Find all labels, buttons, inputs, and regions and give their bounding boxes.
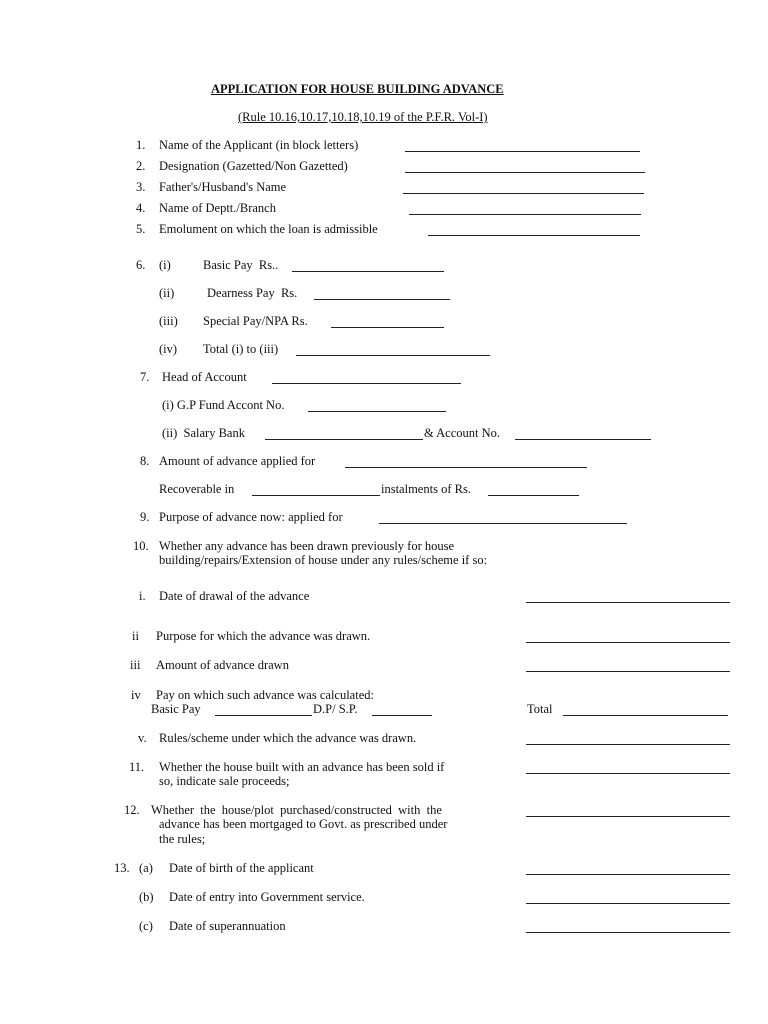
account-no-label: & Account No. (424, 426, 501, 440)
item-12-num: 12. (124, 803, 140, 817)
basic-pay-label: Basic Pay Rs.. (203, 258, 279, 272)
item-12-line1: Whether the house/plot purchased/constructed with the (151, 803, 442, 817)
head-of-account-field[interactable] (272, 383, 461, 384)
salary-bank-field[interactable] (265, 439, 423, 440)
item-1-num: 1. (136, 138, 146, 152)
item-10-line2: building/repairs/Extension of house under any rules/scheme if so: (159, 553, 488, 567)
item-4-label: Name of Deptt./Branch (159, 201, 276, 215)
item-9-num: 9. (140, 510, 150, 524)
special-pay-field[interactable] (331, 327, 444, 328)
item-2-label: Designation (Gazetted/Non Gazetted) (159, 159, 348, 173)
item-11-line1: Whether the house built with an advance has been sold if (159, 760, 445, 774)
item-4-num: 4. (136, 201, 146, 215)
entry-date-label: Date of entry into Government service. (169, 890, 365, 904)
item-10-line1: Whether any advance has been drawn previously for house (159, 539, 455, 553)
item-5-num: 5. (136, 222, 146, 236)
gpf-account-field[interactable] (308, 411, 446, 412)
gpf-account-label: (i) G.P Fund Accont No. (162, 398, 285, 412)
item-5-label: Emolument on which the loan is admissible (159, 222, 378, 236)
head-of-account-label: Head of Account (162, 370, 247, 384)
item-10-iii-num: iii (130, 658, 141, 672)
previous-purpose-field[interactable] (526, 642, 730, 643)
item-13-num: 13. (114, 861, 130, 875)
previous-purpose-label: Purpose for which the advance was drawn. (156, 629, 371, 643)
basic-pay-field[interactable] (292, 271, 444, 272)
birth-date-label: Date of birth of the applicant (169, 861, 314, 875)
amount-drawn-label: Amount of advance drawn (156, 658, 289, 672)
item-12-line3: the rules; (159, 832, 206, 846)
prev-total-label: Total (527, 702, 553, 716)
advance-applied-label: Amount of advance applied for (159, 454, 316, 468)
item-6-sub-ii: (ii) (159, 286, 175, 300)
dearness-pay-field[interactable] (314, 299, 450, 300)
dp-sp-label: D.P/ S.P. (313, 702, 358, 716)
amount-drawn-field[interactable] (526, 671, 730, 672)
entry-date-field[interactable] (526, 903, 730, 904)
instalments-field[interactable] (488, 495, 579, 496)
special-pay-label: Special Pay/NPA Rs. (203, 314, 308, 328)
item-1-label: Name of the Applicant (in block letters) (159, 138, 359, 152)
item-6-sub-i: (i) (159, 258, 171, 272)
item-3-label: Father's/Husband's Name (159, 180, 287, 194)
item-11-num: 11. (129, 760, 145, 774)
item-3-num: 3. (136, 180, 146, 194)
item-13-sub-a: (a) (139, 861, 153, 875)
birth-date-field[interactable] (526, 874, 730, 875)
instalments-label: instalments of Rs. (381, 482, 471, 496)
item-6-num: 6. (136, 258, 146, 272)
purpose-label: Purpose of advance now: applied for (159, 510, 343, 524)
department-field[interactable] (409, 214, 641, 215)
prev-total-field[interactable] (563, 715, 728, 716)
item-13-sub-b: (b) (139, 890, 154, 904)
recoverable-field[interactable] (252, 495, 380, 496)
salary-bank-label: (ii) Salary Bank (162, 426, 245, 440)
purpose-field[interactable] (379, 523, 627, 524)
item-6-sub-iv: (iv) (159, 342, 178, 356)
account-no-field[interactable] (515, 439, 651, 440)
prev-basic-pay-label: Basic Pay (151, 702, 201, 716)
house-sold-field[interactable] (526, 773, 730, 774)
item-7-num: 7. (140, 370, 150, 384)
form-subtitle: (Rule 10.16,10.17,10.18,10.19 of the P.F.R. Vol-I) (238, 110, 488, 124)
superannuation-field[interactable] (526, 932, 730, 933)
drawal-date-field[interactable] (526, 602, 730, 603)
item-10-iv-num: iv (131, 688, 141, 702)
advance-applied-field[interactable] (345, 467, 587, 468)
pay-calculated-label: Pay on which such advance was calculated: (156, 688, 374, 702)
superannuation-label: Date of superannuation (169, 919, 286, 933)
item-12-line2: advance has been mortgaged to Govt. as prescribed under (159, 817, 448, 831)
dearness-pay-label: Dearness Pay Rs. (207, 286, 298, 300)
form-title: APPLICATION FOR HOUSE BUILDING ADVANCE (211, 82, 504, 96)
designation-field[interactable] (405, 172, 645, 173)
prev-basic-pay-field[interactable] (215, 715, 312, 716)
item-11-line2: so, indicate sale proceeds; (159, 774, 290, 788)
item-2-num: 2. (136, 159, 146, 173)
emolument-field[interactable] (428, 235, 640, 236)
mortgage-field[interactable] (526, 816, 730, 817)
total-pay-label: Total (i) to (iii) (203, 342, 279, 356)
drawal-date-label: Date of drawal of the advance (159, 589, 310, 603)
item-6-sub-iii: (iii) (159, 314, 178, 328)
applicant-name-field[interactable] (405, 151, 640, 152)
item-10-num: 10. (133, 539, 149, 553)
recoverable-label: Recoverable in (159, 482, 235, 496)
dp-sp-field[interactable] (372, 715, 432, 716)
item-13-sub-c: (c) (139, 919, 153, 933)
rules-scheme-field[interactable] (526, 744, 730, 745)
item-10-ii-num: ii (132, 629, 139, 643)
item-8-num: 8. (140, 454, 150, 468)
father-husband-name-field[interactable] (403, 193, 644, 194)
total-pay-field[interactable] (296, 355, 490, 356)
item-10-i-num: i. (139, 589, 146, 603)
rules-scheme-label: Rules/scheme under which the advance was drawn. (159, 731, 417, 745)
item-10-v-num: v. (138, 731, 147, 745)
